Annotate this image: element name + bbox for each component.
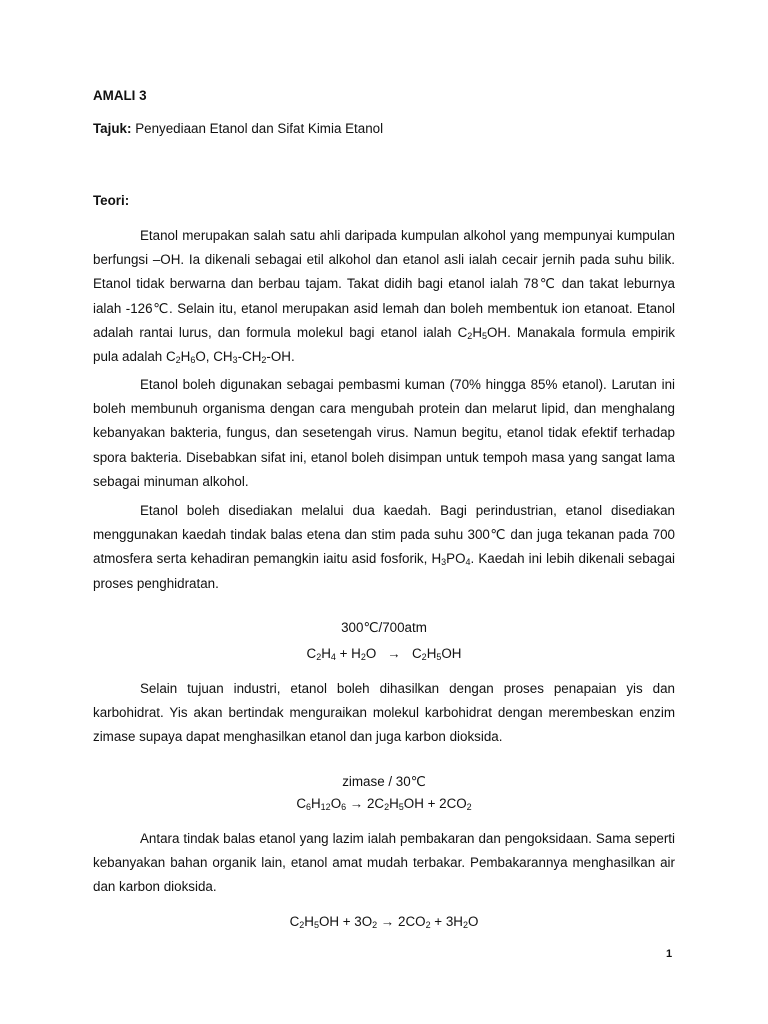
equation-1: $C_2H_4 + H_2O \to C_2H_5OH$ xyxy=(306,646,462,662)
paragraph-3-text-a: Etanol boleh disediakan melalui dua kaedah. Bagi perindustrian, etanol disediakan menggunakan kaedah tindak balas etena dan stim pada suhu 300℃ dan juga tekanan pada 700 atmosfera serta kehadiran pemangkin iaitu asid fosforik, xyxy=(93,503,675,567)
document-heading: AMALI 3 xyxy=(93,88,147,103)
paragraph-2: Etanol boleh digunakan sebagai pembasmi kuman (70% hingga 85% etanol). Larutan ini boleh membunuh organisma dengan cara mengubah protein dan melarut lipid, dan menghalang kebanyakan bakteria, fungus, dan sesetengah virus. Namun begitu, etanol tidak efektif terhadap spora bakteria. Disebabkan sifat ini, etanol boleh disimpan untuk tempoh masa yang sangat lama sebagai minuman alkohol. xyxy=(93,377,675,489)
paragraph-4: Selain tujuan industri, etanol boleh dihasilkan dengan proses penapaian yis dan karbohidrat. Yis akan bertindak menguraikan molekul karbohidrat dengan merembeskan enzim zimase supaya dapat menghasilkan etanol dan juga karbon dioksida. xyxy=(93,681,675,745)
equation-2-condition: zimase / 30℃ xyxy=(342,774,426,789)
paragraph-3: Etanol boleh disediakan melalui dua kaedah. Bagi perindustrian, etanol disediakan menggunakan kaedah tindak balas etena dan stim pada suhu 300℃ dan juga tekanan pada 700 atmosfera serta kehadiran pemangkin iaitu asid fosforik, $H_3PO_4$. Kaedah ini lebih dikenali sebagai proses penghidratan. xyxy=(93,503,675,591)
title-line xyxy=(93,121,383,136)
paragraph-1: Etanol merupakan salah satu ahli daripada kumpulan alkohol yang mempunyai kumpulan berfungsi –OH. Ia dikenali sebagai etil alkohol dan etanol asli ialah cecair jernih pada suhu bilik. Etanol tidak berwarna dan berbau tajam. Takat didih bagi etanol ialah 78℃ dan takat leburnya ialah -126℃. Selain itu, etanol merupakan asid lemah dan boleh membentuk ion etanoat. Etanol adalah rantai lurus, dan formula molekul bagi etanol ialah $C_2H_5OH$. Manakala formula empirik pula adalah $C_2H_6O$, $CH_3-CH_2-OH$. xyxy=(93,228,675,366)
paragraph-1-text-a: Etanol merupakan salah satu ahli daripada kumpulan alkohol yang mempunyai kumpulan berfungsi –OH. Ia dikenali sebagai etil alkohol dan etanol asli ialah cecair jernih pada suhu bilik. Etanol tidak berwarna dan berbau tajam. Takat didih bagi etanol ialah 78℃ dan takat leburnya ialah -126℃. Selain itu, etanol merupakan asid lemah dan boleh membentuk ion etanoat. Etanol adalah rantai lurus, dan formula molekul bagi etanol ialah xyxy=(93,228,675,340)
page-number: 1 xyxy=(666,948,673,960)
title-label: Tajuk: xyxy=(93,121,132,136)
paragraph-3-text-b: . Kaedah ini lebih dikenali sebagai proses penghidratan. xyxy=(93,551,675,591)
paragraph-1-text-b: . Manakala formula empirik pula adalah xyxy=(93,324,675,365)
paragraph-5: Antara tindak balas etanol yang lazim ialah pembakaran dan pengoksidaan. Sama seperti kebanyakan bahan organik lain, etanol amat mudah terbakar. Pembakarannya menghasilkan air dan karbon dioksida. xyxy=(93,831,675,895)
equation-3: $C_2H_5OH + 3O_2 \to 2CO_2 + 3H_2O$ xyxy=(289,914,479,930)
theory-heading: Teori: xyxy=(93,193,130,208)
equation-2: $C_6H_{12}O_6 \to 2C_2H_5OH + 2CO_2$ xyxy=(296,796,472,812)
paragraph-1-text-c: . xyxy=(290,349,295,365)
title-text: Penyediaan Etanol dan Sifat Kimia Etanol xyxy=(135,121,384,136)
equation-1-condition: 300℃/700atm xyxy=(341,620,427,635)
